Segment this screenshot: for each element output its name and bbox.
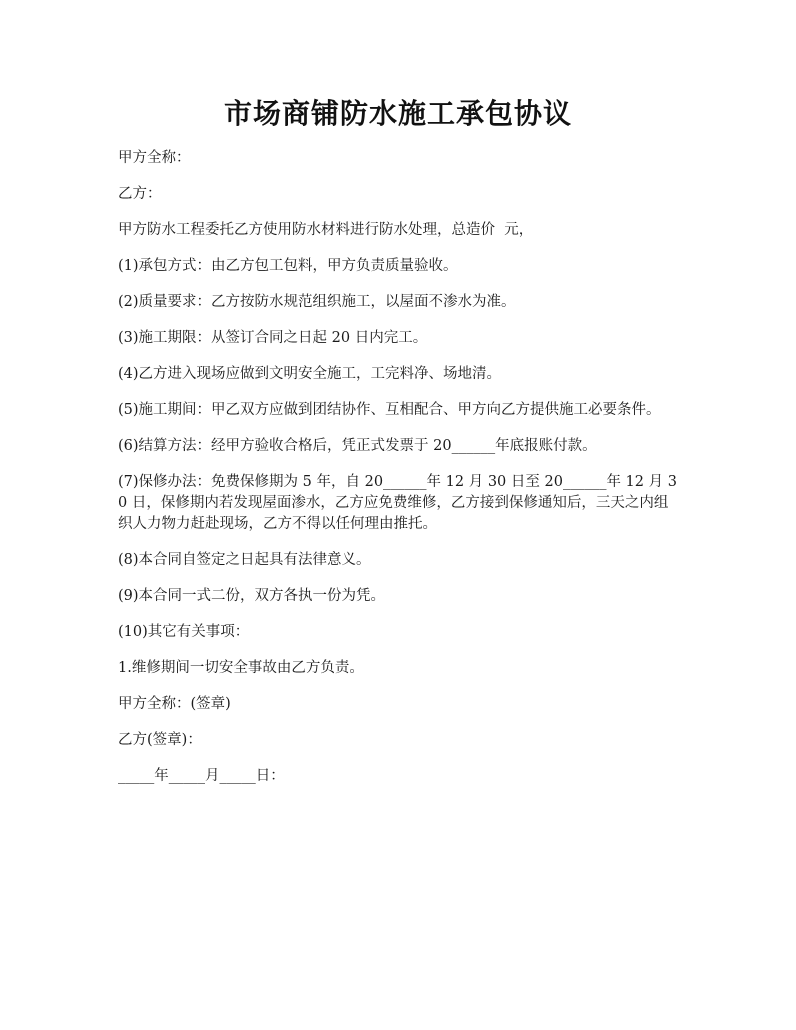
document-title: 市场商铺防水施工承包协议: [223, 97, 572, 130]
document-body: [118, 148, 678, 802]
clause-settlement: (6)结算方法：经甲方验收合格后，凭正式发票于 20______年底报账付款。: [118, 438, 597, 454]
contract-intro: 甲方防水工程委托乙方使用防水材料进行防水处理，总造价 元，: [118, 222, 534, 238]
clause-contract-method: (1)承包方式：由乙方包工包料，甲方负责质量验收。: [118, 258, 458, 274]
clause-cooperation: (5)施工期间：甲乙双方应做到团结协作、互相配合、甲方向乙方提供施工必要条件。: [118, 402, 661, 418]
other-item-1: 1.维修期间一切安全事故由乙方负责。: [118, 660, 364, 676]
clause-quality: (2)质量要求：乙方按防水规范组织施工，以屋面不渗水为准。: [118, 294, 516, 310]
party-b-signature: 乙方(签章)：: [118, 732, 202, 748]
clause-safety: (4)乙方进入现场应做到文明安全施工，工完料净、场地清。: [118, 366, 502, 382]
clause-duration: (3)施工期限：从签订合同之日起 20 日内完工。: [118, 330, 428, 346]
clause-copies: (9)本合同一式二份，双方各执一份为凭。: [118, 588, 386, 604]
clause-warranty: (7)保修办法：免费保修期为 5 年，自 20______年 12 月 30 日至 20______年 12 月 30 日，保修期内若发现屋面渗水，乙方应免费维修，乙方接到保修通知后，三天之内组织人力物力赶赴现场，乙方不得以任何理由推托。: [118, 474, 677, 532]
party-a-name: 甲方全称：: [118, 150, 191, 166]
clause-effect: (8)本合同自签定之日起具有法律意义。: [118, 552, 371, 568]
party-a-signature: 甲方全称：(签章): [118, 696, 231, 712]
signature-date: _____年_____月_____日：: [118, 768, 285, 784]
clause-other: (10)其它有关事项：: [118, 624, 250, 640]
party-b-name: 乙方：: [118, 186, 162, 202]
